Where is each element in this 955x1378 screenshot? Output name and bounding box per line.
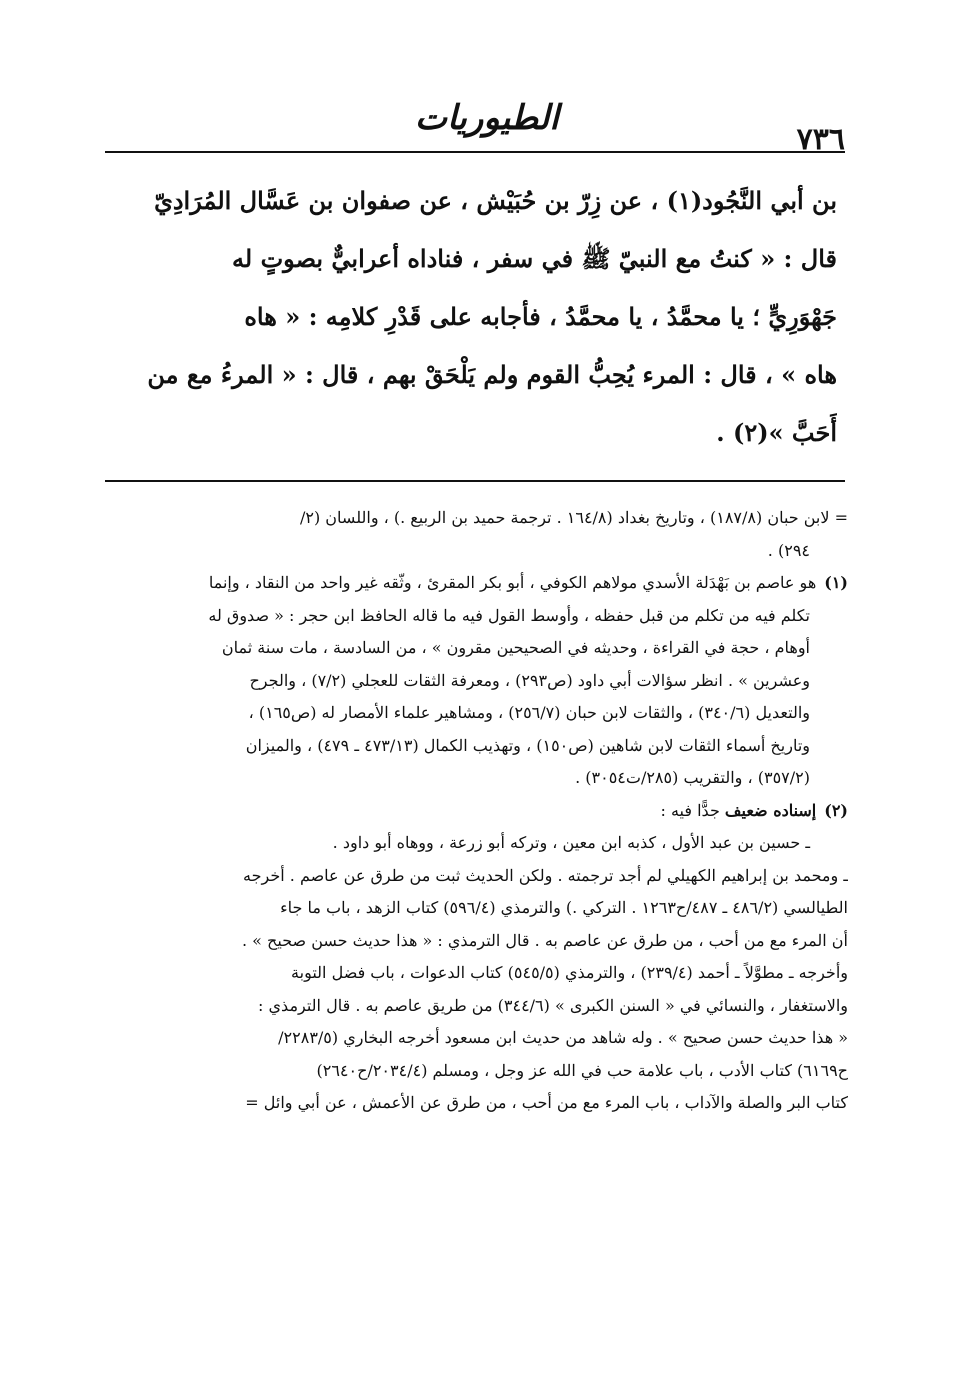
footnote-2-heading (88, 795, 848, 828)
footnote-2-heading-rest: جدًّا فيه : (660, 800, 725, 820)
main-text-line: أَحَبَّ »(٢) . (716, 418, 837, 447)
page-number: ٧٣٦ (796, 122, 845, 157)
footnote-2-heading-bold: إسناده ضعيف (724, 800, 817, 820)
footnote-2-line: « هذا حديث حسن صحيح » . وله شاهد من حديث ابن مسعود أخرجه البخاري (٢٢٨٣/٥/ (278, 1028, 848, 1047)
header-rule (105, 151, 845, 153)
page-header (105, 90, 845, 157)
footnote-1-first-line (88, 567, 848, 600)
main-text (112, 172, 837, 462)
footnote-1-marker: (١) (824, 573, 848, 592)
main-text-line: قال : « كنتُ مع النبيّ ﷺ في سفر ، فناداه أعرابيٌّ بصوتٍ له (232, 244, 837, 273)
footnote-1-line: وتاريخ أسماء الثقات لابن شاهين (ص١٥٠) ، وتهذيب الكمال (٤٧٣/١٣ ـ ٤٧٩) ، والميزان (245, 735, 810, 755)
footnote-2-line: ـ ومحمد بن إبراهيم الكهيلي لم أجد ترجمته . ولكن الحديث ثبت من طرق عن عاصم . أخرجه (243, 865, 848, 885)
footnote-1-line: أوهام ، حجة في القراءة ، وحديثه في الصحيحين مقرون » ، من السادسة ، مات سنة ثمان (221, 638, 810, 657)
main-text-line: بن أبي النَّجُود(١) ، عن زِرّ بن حُبَيْش ، عن صفوان بن عَسَّال المُرَادِيّ (154, 186, 837, 215)
footnotes (88, 502, 848, 1120)
footnote-2-line: أن المرء مع من أحب ، من طرق عن عاصم به . قال الترمذي : « هذا حديث حسن صحيح » . (241, 930, 848, 950)
footnote-1-line: (٣٥٧/٢) ، والتقريب (٢٨٥/ت٣٠٥٤) . (575, 768, 810, 787)
footnote-2-line: والاستغفار ، والنسائي في « السنن الكبرى » (٣٤٤/٦) من طريق عاصم به . قال الترمذي : (258, 995, 848, 1015)
footnote-2-line: كتاب البر والصلة والآداب ، باب المرء مع من أحب ، من طرق عن الأعمش ، عن أبي وائل = (245, 1093, 848, 1112)
footnote-separator (105, 480, 845, 482)
footnote-1-line: وعشرين » . انظر سؤالات أبي داود (ص٢٩٣) ، ومعرفة الثقات للعجلي (٧/٢) ، والجرح (249, 670, 810, 690)
footnote-1-text: هو عاصم بن بَهْدَلة الأسدي مولاهم الكوفي ، أبو بكر المقرئ ، وثّقه غير واحد من النقاد ، وإنما (208, 573, 817, 592)
footnote-continuation-line: ٢٩٤) . (767, 540, 810, 560)
footnote-continuation-line: = لابن حبان (١٨٧/٨) ، وتاريخ بغداد (١٦٤/٨ . ترجمة حميد بن الربيع .) ، واللسان (٢/ (299, 508, 848, 527)
footnote-2-marker: (٢) (824, 800, 848, 820)
footnote-2-line: الطيالسي (٤٨٦/٢ ـ ٤٨٧/ح١٢٦٣ . التركي .) والترمذي (٥٩٦/٤) كتاب الزهد ، باب ما جاء (280, 898, 848, 917)
running-title: الطيوريات (415, 98, 559, 138)
main-text-line: هاه » ، قال : المرء يُحِبُّ القوم ولم يَلْحَقْ بهم ، قال : « المرءُ مع من (147, 360, 837, 389)
footnote-1-line: تكلم فيه من تكلم من قبل حفظه ، وأوسط القول فيه ما قاله الحافظ ابن حجر : « صدوق له (208, 605, 810, 625)
footnote-1-line: والتعديل (٣٤٠/٦) ، والثقات لابن حبان (٢٥٦/٧) ، ومشاهير علماء الأمصار له (ص١٦٥) ، (248, 703, 810, 722)
main-text-line: جَهْوَرِيٍّ ؛ يا محمَّدُ ، يا محمَّدُ ، فأجابه على قَدْرِ كلامِه : « هاه (244, 302, 837, 331)
footnote-2-line: ح٦١٦٩) كتاب الأدب ، باب علامة حب في الله عز وجل ، ومسلم (٢٠٣٤/٤/ح٢٦٤٠) (316, 1060, 848, 1080)
footnote-2-line: وأخرجه ـ مطوَّلاً ـ أحمد (٢٣٩/٤) ، والترمذي (٥٤٥/٥) كتاب الدعوات ، باب فضل التوبة (291, 963, 848, 982)
footnote-2-line: ـ حسين بن عبد الأول ، كذبه ابن معين ، وتركه أبو زرعة ، ووهاه أبو داود . (332, 833, 810, 852)
